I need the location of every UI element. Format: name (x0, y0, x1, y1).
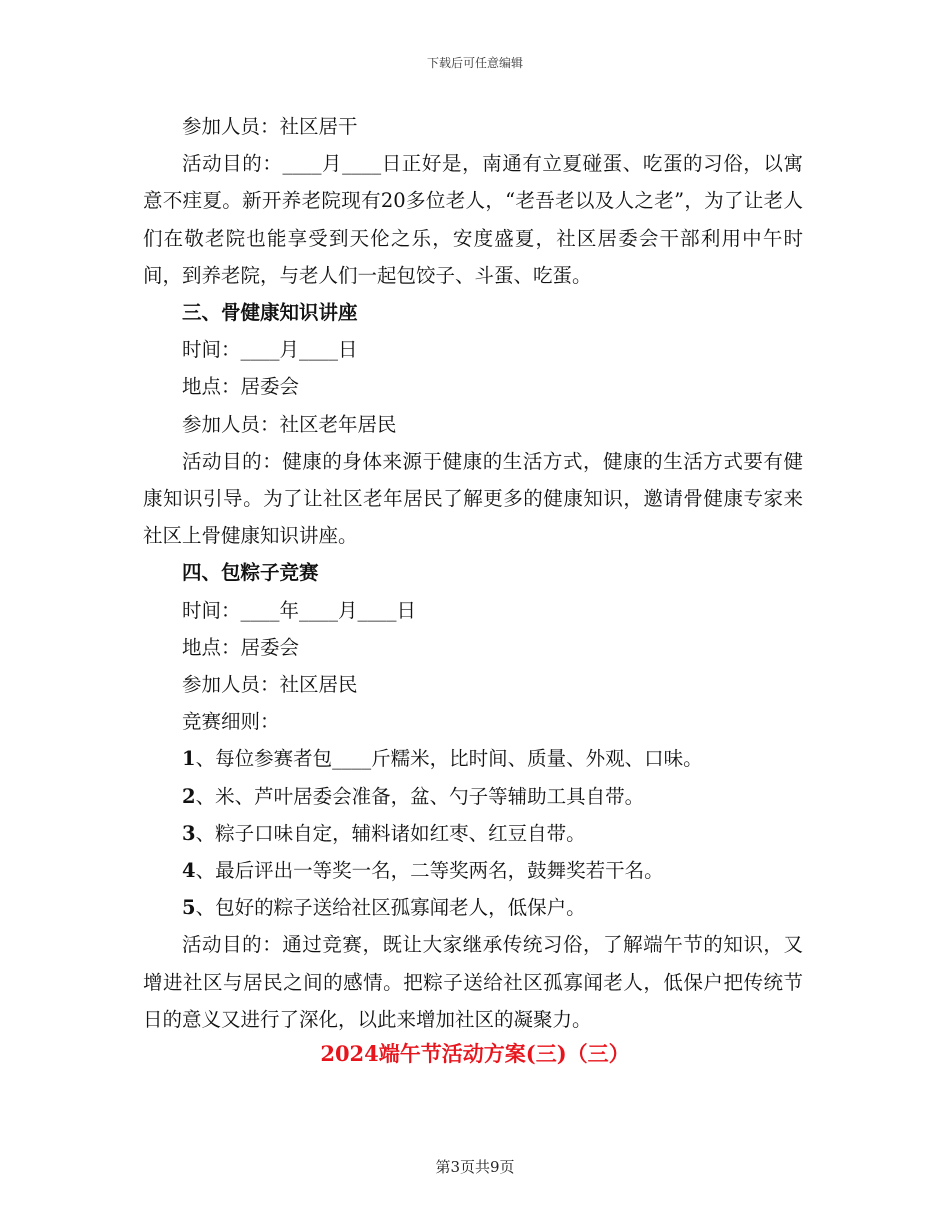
section3-participants: 参加人员：社区老年居民 (182, 412, 397, 436)
rule-text: 、最后评出一等奖一名，二等奖两名，鼓舞奖若干名。 (195, 859, 664, 883)
section2-purpose: 活动目的：____月____日正好是，南通有立夏碰蛋、吃蛋的习俗，以寓意不疰夏。新开养老院现有20多位老人，“老吾老以及人之老”，为了让老人们在敬老院也能享受到天伦之乐，安度盛夏，社区居委会干部利用中午时间，到养老院，与老人们一起包饺子、斗蛋、吃蛋。 (143, 152, 803, 287)
section3-time: 时间：____月____日 (182, 338, 358, 362)
section3-purpose: 活动目的：健康的身体来源于健康的生活方式，健康的生活方式要有健康知识引导。为了让社区老年居民了解更多的健康知识，邀请骨健康专家来社区上骨健康知识讲座。 (143, 449, 803, 548)
rule-item (143, 889, 803, 926)
section3-place: 地点：居委会 (182, 375, 300, 399)
section3-heading: 三、骨健康知识讲座 (182, 301, 358, 325)
page-footer: 第3页共9页 (435, 1158, 515, 1176)
rule-item (143, 740, 803, 777)
section4-heading: 四、包粽子竞赛 (182, 561, 319, 585)
section4-rules-label: 竞赛细则： (182, 710, 280, 734)
next-section-title: 2024端午节活动方案(三)（三） (320, 1041, 630, 1066)
section4-place: 地点：居委会 (182, 635, 300, 659)
section4-purpose: 活动目的：通过竞赛，既让大家继承传统习俗，了解端午节的知识，又增进社区与居民之间的感情。把粽子送给社区孤寡闻老人，低保户把传统节日的意义又进行了深化，以此来增加社区的凝聚力。 (143, 933, 803, 1031)
rule-number: 3 (182, 821, 196, 845)
rule-text: 、粽子口味自定，辅料诸如红枣、红豆自带。 (195, 821, 586, 845)
rule-number: 5 (182, 896, 196, 920)
section4-time: 时间：____年____月____日 (182, 598, 417, 622)
document-body (143, 108, 803, 1038)
rule-item (143, 815, 803, 852)
section2-participants: 参加人员：社区居干 (182, 115, 358, 138)
rule-text: 、米、芦叶居委会准备，盆、勺子等辅助工具自带。 (195, 784, 645, 808)
page-header-note: 下载后可任意编辑 (426, 56, 523, 70)
rule-text: 、每位参赛者包____斤糯米，比时间、质量、外观、口味。 (195, 747, 703, 771)
rule-text: 、包好的粽子送给社区孤寡闻老人，低保户。 (195, 896, 586, 920)
rule-item (143, 778, 803, 815)
rule-number: 2 (182, 784, 196, 808)
section4-participants: 参加人员：社区居民 (182, 673, 358, 697)
rule-number: 4 (182, 859, 196, 883)
rule-item (143, 852, 803, 889)
rule-number: 1 (182, 747, 196, 771)
